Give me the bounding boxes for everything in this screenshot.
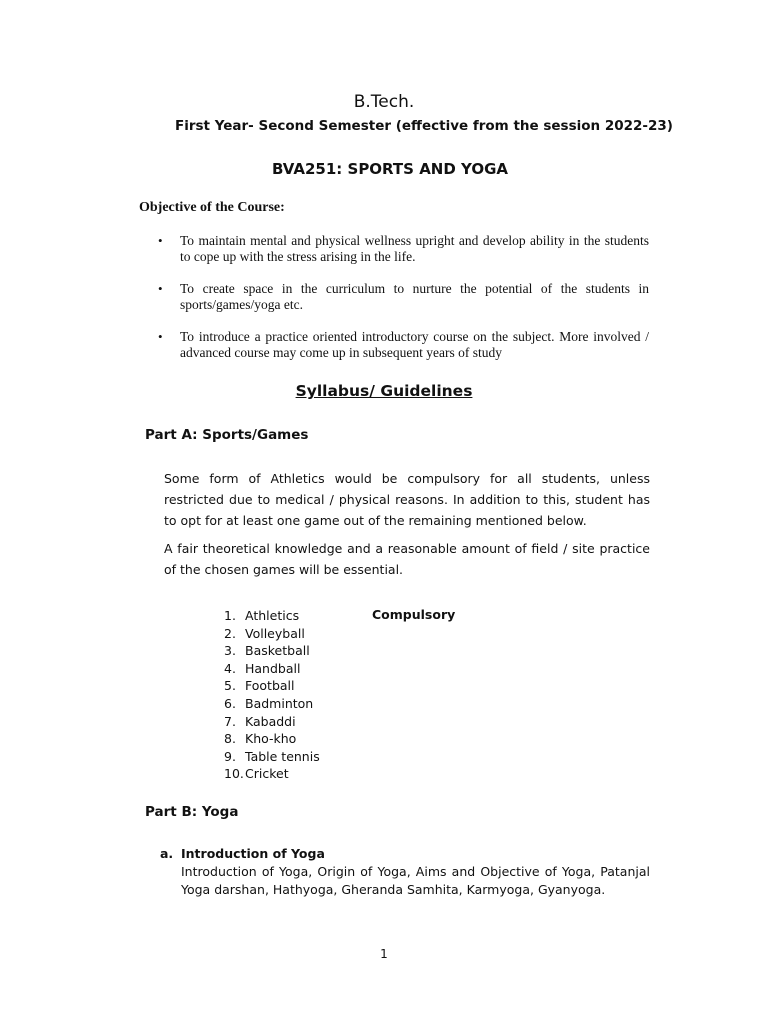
game-name: Football (245, 678, 295, 694)
objective-item (155, 233, 649, 265)
game-item (224, 695, 320, 713)
bullet-icon: • (158, 233, 163, 248)
game-name: Kho-kho (245, 731, 297, 747)
game-number: 1. (224, 608, 236, 623)
game-item (224, 677, 320, 695)
game-name: Cricket (245, 766, 289, 782)
games-list (224, 607, 320, 783)
game-number: 8. (224, 731, 236, 747)
objective-text: To create space in the curriculum to nurture the potential of the students in sports/games/yoga etc. (180, 281, 649, 312)
syllabus-heading: Syllabus/ Guidelines (295, 382, 473, 400)
bullet-icon: • (158, 281, 163, 296)
yoga-item-marker: a. (160, 846, 174, 861)
part-b-heading: Part B: Yoga (145, 804, 239, 820)
game-item (224, 748, 320, 766)
game-name: Athletics (245, 608, 300, 623)
objective-text: To maintain mental and physical wellness upright and develop ability in the students to cope up with the stress arising in the life. (180, 233, 649, 264)
yoga-item-text: Introduction of Yoga, Origin of Yoga, Aims and Objective of Yoga, Patanjal Yoga darshan, Hathyoga, Gheranda Samhita, Karmyoga, Gyanyoga. (181, 864, 650, 897)
game-item (224, 625, 320, 643)
part-a-paragraph-2: A fair theoretical knowledge and a reasonable amount of field / site practice of the chosen games will be essential. (164, 541, 650, 577)
bullet-icon: • (158, 329, 163, 344)
game-number: 9. (224, 748, 236, 764)
compulsory-label: Compulsory (372, 607, 456, 622)
game-number: 7. (224, 713, 236, 729)
game-number: 10. (224, 766, 244, 782)
semester-subtitle: First Year- Second Semester (effective from the session 2022-23) (175, 118, 673, 134)
game-name: Table tennis (245, 748, 320, 764)
game-number: 6. (224, 695, 236, 711)
objective-item (155, 281, 649, 313)
game-name: Kabaddi (245, 713, 296, 729)
game-item (224, 642, 320, 660)
program-title: B.Tech. (353, 92, 415, 112)
objective-heading: Objective of the Course: (139, 200, 285, 215)
objective-list (155, 233, 649, 377)
game-number: 4. (224, 660, 236, 676)
game-number: 3. (224, 643, 236, 659)
game-name: Handball (245, 660, 301, 676)
objective-text: To introduce a practice oriented introductory course on the subject. More involved / advanced course may come up in subsequent years of study (180, 329, 649, 360)
part-a-heading: Part A: Sports/Games (145, 427, 309, 443)
yoga-item-heading: Introduction of Yoga (181, 846, 325, 861)
course-title: BVA251: SPORTS AND YOGA (271, 160, 509, 178)
game-name: Basketball (245, 643, 310, 659)
game-item (224, 660, 320, 678)
game-number: 2. (224, 625, 236, 641)
part-a-paragraph-1: Some form of Athletics would be compulsory for all students, unless restricted due to medical / physical reasons. In addition to this, student has to opt for at least one game out of the remaining mentioned below. (164, 471, 650, 528)
game-item (224, 730, 320, 748)
objective-item (155, 329, 649, 361)
game-name: Badminton (245, 695, 314, 711)
page-number: 1 (380, 947, 388, 961)
game-number: 5. (224, 678, 236, 694)
game-item (224, 713, 320, 731)
game-item (224, 607, 320, 625)
game-name: Volleyball (245, 625, 305, 641)
game-item (224, 765, 320, 783)
